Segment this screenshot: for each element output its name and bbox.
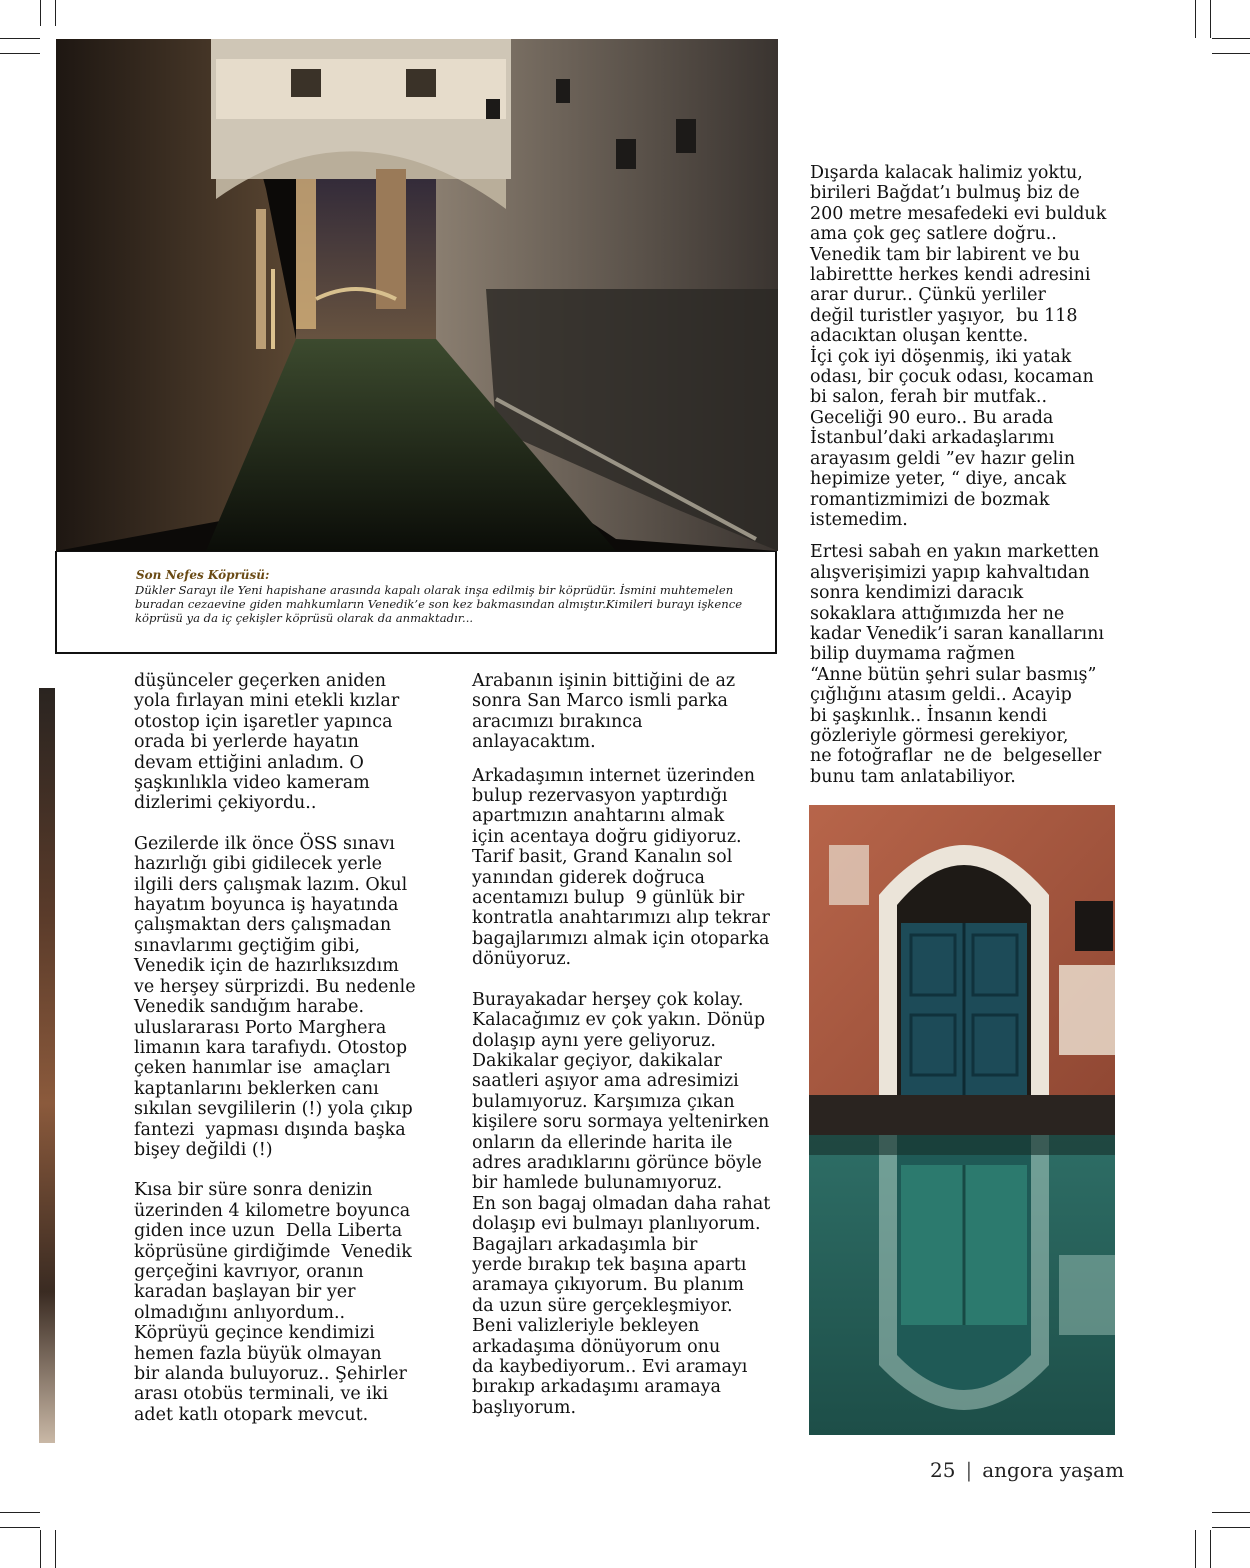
paragraph: Kısa bir süre sonra denizin üzerinden 4 kilometre boyunca giden ince uzun Della Liberta köprüsüne girdiğimde Venedik gerçeğini kavrıyor, oranın karadan başlayan bir yer olmadığını anlıyordum.. Köprüyü geçince kendimizi hemen fazla büyük olmayan bir alanda buluyoruz.. Şehirler arası otobüs terminali, ve iki adet katlı otopark mevcut. (134, 1180, 412, 1425)
page-number: 25 (930, 1458, 956, 1482)
crop-mark (1212, 1527, 1250, 1528)
crop-mark (1195, 0, 1196, 38)
crop-mark (0, 1527, 40, 1528)
crop-mark (1212, 53, 1250, 54)
crop-mark (55, 0, 56, 26)
page-footer (930, 1458, 1124, 1482)
crop-mark (0, 1512, 40, 1513)
crop-mark (1210, 0, 1211, 38)
article-column-2 (472, 671, 787, 1418)
crop-mark (1212, 1512, 1250, 1513)
paragraph: Arkadaşımın internet üzerinden bulup rezervasyon yaptırdığı apartmızın anahtarını almak için acentaya doğru gidiyoruz. Tarif basit, Grand Kanalın sol yanından giderek doğruca acentamızı bulup 9 günlük bir kontratla anahtarımızı alıp tekrar bagajlarımızı almak için otoparka dönüyoruz. (472, 765, 770, 970)
paragraph: Arabanın işinin bittiğini de az sonra San Marco ismli parka aracımızı bırakınca anlayacaktım. (472, 671, 736, 753)
crop-mark (55, 1530, 56, 1568)
canal-door-photo (809, 805, 1115, 1435)
crop-mark (1195, 1530, 1196, 1568)
magazine-name: angora yaşam (982, 1458, 1125, 1482)
crop-mark (40, 1530, 41, 1568)
footer-separator: | (965, 1458, 973, 1482)
crop-mark (40, 0, 41, 26)
crop-mark (0, 53, 40, 54)
article-column-1 (134, 671, 449, 1425)
paragraph: Ertesi sabah en yakın marketten alışverişimizi yapıp kahvaltıdan sonra kendimizi daracık sokaklara attığımızda her ne kadar Venedik’i saran kanallarını bilip duymama rağmen “Anne bütün şehri sular basmış” çığlığını atasım geldi.. Acayip bi şaşkınlık.. İnsanın kendi gözleriyle görmesi gerekiyor, ne fotoğraflar ne de belgeseller bunu tam anlatabiliyor. (810, 542, 1104, 787)
crop-mark (1212, 38, 1250, 39)
article-column-3 (810, 163, 1120, 787)
paragraph: Gezilerde ilk önce ÖSS sınavı hazırlığı gibi gidilecek yerle ilgili ders çalışmak lazım. Okul hayatım boyunca iş hayatında çalışmaktan ders çalışmadan sınavlarımı geçtiğim gibi, Venedik için de hazırlıksızdım ve herşey sürprizdi. Bu nedenle Venedik sandığım harabe. uluslararası Porto Marghera limanın kara tarafıydı. Otostop çeken hanımlar ise amaçları kaptanlarını beklerken canı sıkılan sevgililerin (!) yola çıkıp fantezi yapması dışında başka bişey değildi (!) (134, 833, 416, 1160)
crop-mark (1210, 1530, 1211, 1568)
adjacent-page-image-edge (39, 688, 55, 1443)
photo-caption-box (55, 551, 777, 654)
bridge-of-sighs-photo (56, 39, 778, 551)
paragraph: Dışarda kalacak halimiz yoktu, birileri Bağdat’ı bulmuş biz de 200 metre mesafedeki evi bulduk ama çok geç satlere doğru.. Venedik tam bir labirent ve bu labirettte herkes kendi adresini arar durur.. Çünkü yerliler değil turistler yaşıyor, bu 118 adacıktan oluşan kentte. İçi çok iyi döşenmiş, iki yatak odası, bir çocuk odası, kocaman bi salon, ferah bir mutfak.. Geceliği 90 euro.. Bu arada İstanbul’daki arkadaşlarımı arayasım geldi ”ev hazır gelin hepimize yeter, “ diye, ancak romantizmimizi de bozmak istemedim. (810, 163, 1107, 530)
caption-title: Son Nefes Köprüsü: (136, 568, 270, 582)
paragraph: Burayakadar herşey çok kolay. Kalacağımız ev çok yakın. Dönüp dolaşıp aynı yere geliyoruz. Dakikalar geçiyor, dakikalar saatleri aşıyor ama adresimizi bulamıyoruz. Karşımıza çıkan kişilere soru sormaya yeltenirken onların da ellerinde harita ile adres aradıklarını görünce böyle bir hamlede bulunamıyoruz. En son bagaj olmadan daha rahat dolaşıp evi bulmayı planlıyorum. Bagajları arkadaşımla bir yerde bırakıp tek başına apartı aramaya çıkıyorum. Bu planım da uzun süre gerçekleşmiyor. Beni valizleriyle bekleyen arkadaşıma dönüyorum onu da kaybediyorum.. Evi aramayı bırakıp arkadaşımı aramaya başlıyorum. (472, 989, 771, 1418)
crop-mark (0, 38, 40, 39)
paragraph: düşünceler geçerken aniden yola fırlayan mini etekli kızlar otostop için işaretler yapınca orada bi yerlerde hayatın devam ettiğini anladım. O şaşkınlıkla video kameram dizlerimi çekiyordu.. (134, 671, 400, 814)
caption-text: Dükler Sarayı ile Yeni hapishane arasında kapalı olarak inşa edilmiş bir köprüdür. İsmini muhtemelen buradan cezaevine giden mahkumların Venedik’e son kez bakmasından almıştır.Kimileri burayı işkence köprüsü ya da iç çekişler köprüsü olarak da anmaktadır... (135, 583, 743, 625)
